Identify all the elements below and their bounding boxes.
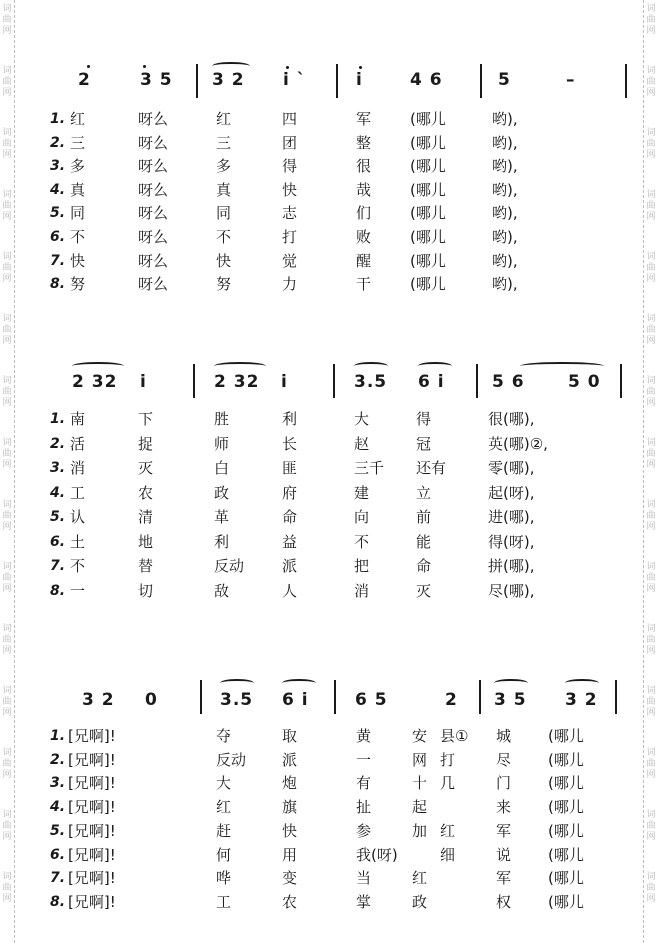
lyric-cell: 哟), xyxy=(492,180,518,199)
lyric-cell: 呀么 xyxy=(138,228,169,246)
lyric-cell: 起 xyxy=(412,798,428,817)
s3-barline-2 xyxy=(334,680,336,714)
lyric-cell: 红 xyxy=(440,821,456,840)
s1-octave-dot xyxy=(87,65,90,68)
s3-slur-1 xyxy=(220,679,254,687)
lyric-cell: 下 xyxy=(138,410,154,428)
verse-number: 7. xyxy=(50,870,66,887)
watermark-text: 词 曲 网 xyxy=(2,438,12,470)
s3-slur-2 xyxy=(282,679,316,687)
lyric-cell: 安 xyxy=(412,727,428,745)
lyric-cell: 反动 xyxy=(214,557,245,575)
lyric-cell: 不 xyxy=(354,532,370,551)
lyric-cell: 胜 xyxy=(214,410,230,428)
lyric-cell: [兄啊]! xyxy=(68,845,116,864)
lyric-cell: 灭 xyxy=(416,581,432,600)
lyric-cell: 炮 xyxy=(282,774,298,793)
lyric-cell: 师 xyxy=(214,434,230,453)
watermark-text: 词 曲 网 xyxy=(646,4,656,36)
lyric-cell: 哉 xyxy=(356,180,372,199)
verse-number: 4. xyxy=(50,181,66,198)
lyric-cell: 得 xyxy=(416,410,432,428)
lyric-cell: 大 xyxy=(216,774,232,793)
lyric-cell: (哪儿 xyxy=(548,727,584,745)
lyric-cell: [兄啊]! xyxy=(68,727,116,745)
lyric-cell: 起(呀), xyxy=(488,483,535,502)
s1-note-4: i ˋ xyxy=(283,70,307,90)
lyric-cell: 同 xyxy=(70,204,86,223)
s1-note-7: 5 xyxy=(498,70,511,90)
lyric-cell: 呀么 xyxy=(138,251,169,270)
lyric-cell: 我(呀) xyxy=(356,845,398,864)
verse-number: 3. xyxy=(50,775,66,792)
s3-note-4: 6 i xyxy=(282,690,309,710)
verse-number: 7. xyxy=(50,252,66,269)
lyric-cell: 益 xyxy=(282,532,298,551)
lyric-cell: 军 xyxy=(496,869,512,888)
verse-number: 1. xyxy=(50,728,66,744)
lyric-cell: 快 xyxy=(282,180,298,199)
verse-number: 2. xyxy=(50,435,66,452)
lyric-cell: 同 xyxy=(216,204,232,223)
lyric-cell: 一 xyxy=(70,581,86,600)
lyric-cell: 替 xyxy=(138,557,154,575)
lyric-cell: [兄啊]! xyxy=(68,892,116,911)
lyric-cell: 军 xyxy=(496,821,512,840)
lyric-cell: 何 xyxy=(216,845,232,864)
lyric-cell: 哟), xyxy=(492,133,518,152)
lyric-cell: (哪儿 xyxy=(548,798,584,817)
lyric-cell: 黄 xyxy=(356,727,372,745)
lyric-cell: 志 xyxy=(282,204,298,223)
s2-slur-5 xyxy=(520,362,604,370)
verse-number: 2. xyxy=(50,751,66,768)
verse-number: 1. xyxy=(50,111,66,127)
s3-barline-4 xyxy=(615,680,617,714)
watermark-text: 词 曲 网 xyxy=(2,4,12,36)
verse-number: 3. xyxy=(50,460,66,476)
lyric-cell: 土 xyxy=(70,532,86,551)
lyric-cell: 人 xyxy=(282,581,298,600)
lyric-cell: 长 xyxy=(282,434,298,453)
watermark-text: 词 曲 网 xyxy=(646,66,656,98)
lyric-cell: (哪儿 xyxy=(410,157,446,176)
lyric-cell: [兄啊]! xyxy=(68,821,116,840)
verse-number: 5. xyxy=(50,822,66,839)
lyric-cell: 建 xyxy=(354,483,370,502)
lyric-cell: 用 xyxy=(282,845,298,864)
watermark-text: 词 曲 网 xyxy=(646,624,656,656)
lyric-cell: 几 xyxy=(440,774,456,793)
lyric-cell: 呀么 xyxy=(138,204,169,223)
lyric-cell: [兄啊]! xyxy=(68,774,116,793)
s1-note-8: – xyxy=(566,70,576,90)
lyric-cell: (哪儿 xyxy=(410,180,446,199)
lyric-cell: 把 xyxy=(354,557,370,575)
lyric-cell: 工 xyxy=(216,892,232,911)
lyric-cell: 说 xyxy=(496,845,512,864)
lyric-cell: 灭 xyxy=(138,459,154,477)
s2-barline-2 xyxy=(333,364,335,398)
s2-note-4: i xyxy=(281,372,288,392)
lyric-cell: 白 xyxy=(214,459,230,477)
s2-barline-1 xyxy=(193,364,195,398)
s3-note-8: 3 2 xyxy=(565,690,598,710)
lyric-cell: 利 xyxy=(282,410,298,428)
lyric-cell: 清 xyxy=(138,508,154,526)
lyric-cell: 力 xyxy=(282,275,298,294)
lyric-cell: 向 xyxy=(354,508,370,526)
lyric-cell: 立 xyxy=(416,483,432,502)
watermark-text: 词 曲 网 xyxy=(646,190,656,222)
lyric-cell: 哟), xyxy=(492,251,518,270)
lyric-cell: 消 xyxy=(354,581,370,600)
lyric-cell: 一 xyxy=(356,750,372,769)
lyric-cell: 还有 xyxy=(416,459,447,477)
lyric-cell: 呀么 xyxy=(138,275,169,294)
lyric-cell: 认 xyxy=(70,508,86,526)
lyric-cell: 大 xyxy=(354,410,370,428)
s1-note-3: 3 2 xyxy=(212,70,245,90)
lyric-cell: 旗 xyxy=(282,798,298,817)
watermark-text: 词 曲 网 xyxy=(2,872,12,904)
watermark-text: 词 曲 网 xyxy=(646,872,656,904)
watermark-text: 词 曲 网 xyxy=(646,438,656,470)
s1-note-6: 4 6 xyxy=(410,70,443,90)
s2-slur-4 xyxy=(418,362,452,370)
lyric-cell: 尽(哪), xyxy=(488,581,535,600)
s3-barline-3 xyxy=(479,680,481,714)
watermark-text: 词 曲 网 xyxy=(2,66,12,98)
s2-slur-3 xyxy=(354,362,388,370)
s3-note-1: 3 2 xyxy=(82,690,115,710)
verse-number: 4. xyxy=(50,484,66,501)
lyric-cell: 们 xyxy=(356,204,372,223)
verse-number: 5. xyxy=(50,205,66,222)
lyric-cell: 得 xyxy=(282,157,298,176)
lyric-cell: (哪儿 xyxy=(548,821,584,840)
lyric-cell: 切 xyxy=(138,581,154,600)
lyric-cell: 命 xyxy=(282,508,298,526)
verse-number: 3. xyxy=(50,158,66,175)
verse-number: 6. xyxy=(50,229,66,245)
lyric-cell: (哪儿 xyxy=(410,133,446,152)
lyric-cell: 不 xyxy=(70,228,86,246)
s2-note-6: 6 i xyxy=(418,372,445,392)
lyric-cell: 加 xyxy=(412,821,428,840)
lyric-cell: (哪儿 xyxy=(410,228,446,246)
verse-number: 4. xyxy=(50,799,66,816)
s2-barline-4 xyxy=(620,364,622,398)
lyric-cell: 拼(哪), xyxy=(488,557,535,575)
verse-number: 8. xyxy=(50,276,66,293)
lyric-cell: 快 xyxy=(216,251,232,270)
s1-slur-1 xyxy=(212,62,250,70)
lyric-cell: 打 xyxy=(282,228,298,246)
lyric-cell: (哪儿 xyxy=(548,892,584,911)
lyric-cell: 能 xyxy=(416,532,432,551)
lyric-cell: 赵 xyxy=(354,434,370,453)
s3-note-6: 2 xyxy=(445,690,458,710)
watermark-text: 词 曲 网 xyxy=(2,810,12,842)
lyric-cell: 扯 xyxy=(356,798,372,817)
lyric-cell: 很(哪), xyxy=(488,410,535,428)
watermark-text: 词 曲 网 xyxy=(646,314,656,346)
lyric-cell: (哪儿 xyxy=(410,251,446,270)
lyric-cell: 门 xyxy=(496,774,512,793)
lyric-cell: 匪 xyxy=(282,459,298,477)
lyric-cell: 参 xyxy=(356,821,372,840)
lyric-cell: 地 xyxy=(138,532,154,551)
s1-barline-1 xyxy=(196,64,198,98)
verse-number: 2. xyxy=(50,134,66,151)
lyric-cell: 细 xyxy=(440,845,456,864)
lyric-cell: 零(哪), xyxy=(488,459,535,477)
lyric-cell: 三千 xyxy=(354,459,385,477)
lyric-cell: 不 xyxy=(70,557,86,575)
lyric-cell: 哗 xyxy=(216,869,232,888)
watermark-text: 词 曲 网 xyxy=(2,686,12,718)
lyric-cell: 红 xyxy=(70,110,86,128)
lyric-cell: 很 xyxy=(356,157,372,176)
lyric-cell: 军 xyxy=(356,110,372,128)
s3-slur-3 xyxy=(494,679,528,687)
lyric-cell: 消 xyxy=(70,459,86,477)
lyric-cell: 醒 xyxy=(356,251,372,270)
lyric-cell: 政 xyxy=(412,892,428,911)
watermark-text: 词 曲 网 xyxy=(646,562,656,594)
lyric-cell: 十 xyxy=(412,774,428,793)
lyric-cell: 夺 xyxy=(216,727,232,745)
lyric-cell: 呀么 xyxy=(138,110,169,128)
s3-barline-1 xyxy=(200,680,202,714)
lyric-cell: 利 xyxy=(214,532,230,551)
lyric-cell: 三 xyxy=(216,133,232,152)
watermark-text: 词 曲 网 xyxy=(2,376,12,408)
lyric-cell: 真 xyxy=(70,180,86,199)
watermark-text: 词 曲 网 xyxy=(646,686,656,718)
lyric-cell: 整 xyxy=(356,133,372,152)
lyric-cell: 城 xyxy=(496,727,512,745)
lyric-cell: (哪儿 xyxy=(548,869,584,888)
lyric-cell: 县① xyxy=(440,727,469,745)
lyric-cell: 多 xyxy=(70,157,86,176)
watermark-text: 词 曲 网 xyxy=(646,500,656,532)
s2-note-3: 2 32 xyxy=(214,372,260,392)
lyric-cell: 冠 xyxy=(416,434,432,453)
lyric-cell: 反动 xyxy=(216,750,247,769)
watermark-text: 词 曲 网 xyxy=(2,748,12,780)
lyric-cell: 英(哪)②, xyxy=(488,434,548,453)
verse-number: 1. xyxy=(50,411,66,427)
lyric-cell: 不 xyxy=(216,228,232,246)
lyric-cell: (哪儿 xyxy=(410,204,446,223)
lyric-cell: 活 xyxy=(70,434,86,453)
s1-octave-dot xyxy=(359,66,362,69)
lyric-cell: 哟), xyxy=(492,228,518,246)
lyric-cell: 团 xyxy=(282,133,298,152)
watermark-text: 词 曲 网 xyxy=(646,376,656,408)
s2-note-8: 5 0 xyxy=(568,372,601,392)
lyric-cell: 农 xyxy=(282,892,298,911)
lyric-cell: 败 xyxy=(356,228,372,246)
lyric-cell: 命 xyxy=(416,557,432,575)
lyric-cell: 觉 xyxy=(282,251,298,270)
s3-slur-4 xyxy=(565,679,599,687)
lyric-cell: 进(哪), xyxy=(488,508,535,526)
verse-number: 6. xyxy=(50,533,66,550)
lyric-cell: 真 xyxy=(216,180,232,199)
lyric-cell: 捉 xyxy=(138,434,154,453)
s3-note-3: 3.5 xyxy=(220,690,254,710)
s2-slur-1 xyxy=(72,362,124,370)
s1-barline-4 xyxy=(625,64,627,98)
verse-number: 8. xyxy=(50,893,66,910)
watermark-text: 词 曲 网 xyxy=(2,190,12,222)
verse-number: 8. xyxy=(50,582,66,599)
lyric-cell: 有 xyxy=(356,774,372,793)
s2-note-5: 3.5 xyxy=(354,372,388,392)
lyric-cell: 派 xyxy=(282,557,298,575)
lyric-cell: 三 xyxy=(70,133,86,152)
lyric-cell: 权 xyxy=(496,892,512,911)
lyric-cell: 四 xyxy=(282,110,298,128)
watermark-text: 词 曲 网 xyxy=(646,748,656,780)
s2-barline-3 xyxy=(476,364,478,398)
lyric-cell: [兄啊]! xyxy=(68,869,116,888)
lyric-cell: 努 xyxy=(216,275,232,294)
s1-note-1: 2 xyxy=(78,70,91,90)
lyric-cell: 多 xyxy=(216,157,232,176)
lyric-cell: 革 xyxy=(214,508,230,526)
s3-note-5: 6 5 xyxy=(355,690,388,710)
s3-note-7: 3 5 xyxy=(494,690,527,710)
s1-octave-dot xyxy=(286,66,289,69)
lyric-cell: 打 xyxy=(440,750,456,769)
watermark-text: 词 曲 网 xyxy=(646,252,656,284)
lyric-cell: 赶 xyxy=(216,821,232,840)
lyric-cell: 南 xyxy=(70,410,86,428)
lyric-cell: 派 xyxy=(282,750,298,769)
lyric-cell: (哪儿 xyxy=(410,110,446,128)
verse-number: 5. xyxy=(50,509,66,525)
lyric-cell: 干 xyxy=(356,275,372,294)
lyric-cell: 政 xyxy=(214,483,230,502)
lyric-cell: 快 xyxy=(70,251,86,270)
lyric-cell: 快 xyxy=(282,821,298,840)
lyric-cell: (哪儿 xyxy=(548,750,584,769)
lyric-cell: 红 xyxy=(216,798,232,817)
lyric-cell: [兄啊]! xyxy=(68,798,116,817)
lyric-cell: (哪儿 xyxy=(548,845,584,864)
lyric-cell: (哪儿 xyxy=(410,275,446,294)
lyric-cell: 当 xyxy=(356,869,372,888)
verse-number: 7. xyxy=(50,558,66,574)
s3-note-2: 0 xyxy=(145,690,158,710)
lyric-cell: 变 xyxy=(282,869,298,888)
watermark-text: 词 曲 网 xyxy=(2,500,12,532)
watermark-text: 词 曲 网 xyxy=(646,810,656,842)
lyric-cell: 哟), xyxy=(492,157,518,176)
lyric-cell: 哟), xyxy=(492,275,518,294)
s2-note-1: 2 32 xyxy=(72,372,118,392)
s2-note-7: 5 6 xyxy=(492,372,525,392)
lyric-cell: 哟), xyxy=(492,110,518,128)
s1-barline-3 xyxy=(480,64,482,98)
lyric-cell: 网 xyxy=(412,750,428,769)
s1-note-2: 3 5 xyxy=(140,70,173,90)
lyric-cell: 呀么 xyxy=(138,180,169,199)
watermark-text: 词 曲 网 xyxy=(2,624,12,656)
lyric-cell: 得(呀), xyxy=(488,532,535,551)
lyric-cell: 红 xyxy=(412,869,428,888)
lyric-cell: 农 xyxy=(138,483,154,502)
lyric-cell: 哟), xyxy=(492,204,518,223)
s1-octave-dot xyxy=(143,65,146,68)
s2-slur-2 xyxy=(214,362,266,370)
s1-note-5: i xyxy=(356,70,363,90)
lyric-cell: 工 xyxy=(70,483,86,502)
lyric-cell: 红 xyxy=(216,110,232,128)
s1-barline-2 xyxy=(336,64,338,98)
lyric-cell: 呀么 xyxy=(138,133,169,152)
lyric-cell: 前 xyxy=(416,508,432,526)
s2-note-2: i xyxy=(140,372,147,392)
lyric-cell: 尽 xyxy=(496,750,512,769)
lyric-cell: 敌 xyxy=(214,581,230,600)
watermark-text: 词 曲 网 xyxy=(2,562,12,594)
watermark-text: 词 曲 网 xyxy=(646,128,656,160)
watermark-text: 词 曲 网 xyxy=(2,128,12,160)
lyric-cell: 呀么 xyxy=(138,157,169,176)
lyric-cell: 努 xyxy=(70,275,86,294)
watermark-text: 词 曲 网 xyxy=(2,252,12,284)
verse-number: 6. xyxy=(50,846,66,863)
lyric-cell: (哪儿 xyxy=(548,774,584,793)
lyric-cell: 取 xyxy=(282,727,298,745)
lyric-cell: 府 xyxy=(282,483,298,502)
lyric-cell: 来 xyxy=(496,798,512,817)
watermark-text: 词 曲 网 xyxy=(2,314,12,346)
lyric-cell: [兄啊]! xyxy=(68,750,116,769)
lyric-cell: 掌 xyxy=(356,892,372,911)
